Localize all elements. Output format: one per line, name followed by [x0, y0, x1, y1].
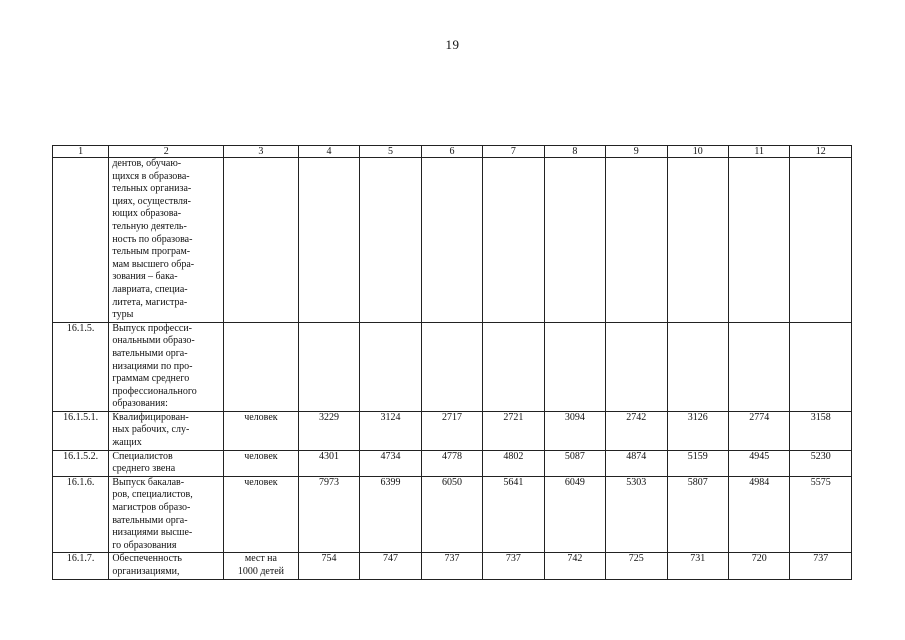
column-header: 12 [790, 146, 852, 158]
value-cell: 747 [360, 553, 421, 579]
row-unit-cell [224, 411, 299, 450]
row-unit-cell [224, 450, 299, 476]
value-cell [606, 322, 667, 411]
indicator-text-line: ров, специалистов, [112, 489, 193, 501]
indicator-text-line: Выпуск професси- [112, 322, 192, 334]
indicator-text-line: Обеспеченность [112, 553, 182, 565]
value-cell: 5303 [606, 476, 667, 553]
table-row [53, 322, 852, 411]
value-cell: 4984 [728, 476, 789, 553]
row-indicator-cell [109, 450, 224, 476]
table-row [53, 411, 852, 450]
value-cell: 5159 [667, 450, 728, 476]
value-cell [483, 322, 544, 411]
value-cell [544, 158, 605, 323]
unit-text-line: мест на [244, 553, 277, 565]
value-cell [728, 322, 789, 411]
value-cell [606, 158, 667, 323]
value-cell: 2721 [483, 411, 544, 450]
row-code-cell: 16.1.5. [53, 322, 109, 411]
row-unit-cell [224, 322, 299, 411]
indicator-text-line: магистров образо- [112, 502, 191, 514]
value-cell: 5575 [790, 476, 852, 553]
unit-text-line: человек [244, 476, 278, 488]
row-unit-cell [224, 158, 299, 323]
value-cell: 7973 [298, 476, 359, 553]
indicator-text-line: Квалифицирован- [112, 411, 189, 423]
column-header: 2 [109, 146, 224, 158]
value-cell: 4802 [483, 450, 544, 476]
value-cell [483, 158, 544, 323]
indicator-text-line: зования – бака- [112, 271, 178, 283]
value-cell: 737 [421, 553, 482, 579]
indicator-text-line: жащих [112, 437, 142, 449]
value-cell: 5230 [790, 450, 852, 476]
value-cell: 3094 [544, 411, 605, 450]
indicator-text-line: тельную деятель- [112, 220, 187, 232]
column-header: 7 [483, 146, 544, 158]
value-cell [667, 158, 728, 323]
column-header: 5 [360, 146, 421, 158]
row-unit-cell [224, 476, 299, 553]
value-cell [360, 158, 421, 323]
unit-text-line: человек [244, 411, 278, 423]
indicator-text-line: Специалистов [112, 450, 173, 462]
row-code-cell [53, 158, 109, 323]
value-cell: 4778 [421, 450, 482, 476]
unit-text-line: человек [244, 450, 278, 462]
row-indicator-cell [109, 322, 224, 411]
indicator-text-line: лавриата, специа- [112, 283, 188, 295]
table-row [53, 450, 852, 476]
column-header: 11 [728, 146, 789, 158]
table-row [53, 553, 852, 579]
value-cell: 6399 [360, 476, 421, 553]
value-cell: 5807 [667, 476, 728, 553]
value-cell: 5087 [544, 450, 605, 476]
value-cell: 737 [790, 553, 852, 579]
column-header: 3 [224, 146, 299, 158]
column-number-row [53, 146, 852, 158]
row-code-cell: 16.1.6. [53, 476, 109, 553]
column-header: 4 [298, 146, 359, 158]
statistics-table [52, 145, 852, 580]
value-cell: 6050 [421, 476, 482, 553]
value-cell [790, 322, 852, 411]
value-cell: 3229 [298, 411, 359, 450]
indicator-text-line: Выпуск бакалав- [112, 476, 185, 488]
value-cell [298, 158, 359, 323]
value-cell: 4874 [606, 450, 667, 476]
row-indicator-cell [109, 158, 224, 323]
indicator-text-line: тельных организа- [112, 183, 192, 195]
indicator-text-line: ность по образова- [112, 233, 193, 245]
row-unit-cell [224, 553, 299, 579]
value-cell [544, 322, 605, 411]
column-header: 10 [667, 146, 728, 158]
value-cell: 3126 [667, 411, 728, 450]
value-cell [421, 158, 482, 323]
value-cell [421, 322, 482, 411]
value-cell: 754 [298, 553, 359, 579]
value-cell: 4945 [728, 450, 789, 476]
value-cell: 6049 [544, 476, 605, 553]
row-code-cell: 16.1.7. [53, 553, 109, 579]
indicator-text-line: ющих образова- [112, 208, 182, 220]
row-code-cell: 16.1.5.1. [53, 411, 109, 450]
value-cell [790, 158, 852, 323]
column-header: 6 [421, 146, 482, 158]
value-cell: 2774 [728, 411, 789, 450]
column-header: 1 [53, 146, 109, 158]
indicator-text-line: дентов, обучаю- [112, 158, 182, 169]
row-indicator-cell [109, 553, 224, 579]
indicator-text-line: ных рабочих, слу- [112, 424, 190, 436]
value-cell: 742 [544, 553, 605, 579]
value-cell: 2742 [606, 411, 667, 450]
indicator-text-line: низациями высше- [112, 527, 193, 539]
value-cell: 4734 [360, 450, 421, 476]
indicator-text-line: ональными образо- [112, 335, 195, 347]
indicator-text-line: образования: [112, 398, 168, 410]
column-header: 8 [544, 146, 605, 158]
indicator-text-line: организациями, [112, 566, 180, 577]
indicator-text-line: профессионального [112, 385, 197, 397]
value-cell [667, 322, 728, 411]
table-row [53, 158, 852, 323]
column-header: 9 [606, 146, 667, 158]
value-cell: 2717 [421, 411, 482, 450]
value-cell: 720 [728, 553, 789, 579]
indicator-text-line: щихся в образова- [112, 170, 190, 182]
indicator-text-line: вательными орга- [112, 347, 188, 359]
value-cell [360, 322, 421, 411]
row-code-cell: 16.1.5.2. [53, 450, 109, 476]
value-cell: 737 [483, 553, 544, 579]
row-indicator-cell [109, 411, 224, 450]
value-cell: 731 [667, 553, 728, 579]
indicator-text-line: го образования [112, 539, 177, 551]
value-cell [728, 158, 789, 323]
value-cell: 725 [606, 553, 667, 579]
indicator-text-line: тельным програм- [112, 246, 191, 258]
table-row [53, 476, 852, 553]
value-cell: 3158 [790, 411, 852, 450]
indicator-text-line: мам высшего обра- [112, 258, 195, 270]
indicator-text-line: граммам среднего [112, 373, 190, 385]
indicator-text-line: низациями по про- [112, 360, 193, 372]
indicator-text-line: среднего звена [112, 463, 176, 475]
value-cell: 5641 [483, 476, 544, 553]
indicator-text-line: туры [112, 309, 134, 321]
indicator-text-line: литета, магистра- [112, 296, 188, 308]
value-cell [298, 322, 359, 411]
value-cell: 4301 [298, 450, 359, 476]
row-indicator-cell [109, 476, 224, 553]
page-number: 19 [445, 37, 460, 52]
indicator-text-line: циях, осуществля- [112, 195, 191, 207]
unit-text-line: 1000 детей [237, 566, 285, 577]
value-cell: 3124 [360, 411, 421, 450]
indicator-text-line: вательными орга- [112, 514, 188, 526]
